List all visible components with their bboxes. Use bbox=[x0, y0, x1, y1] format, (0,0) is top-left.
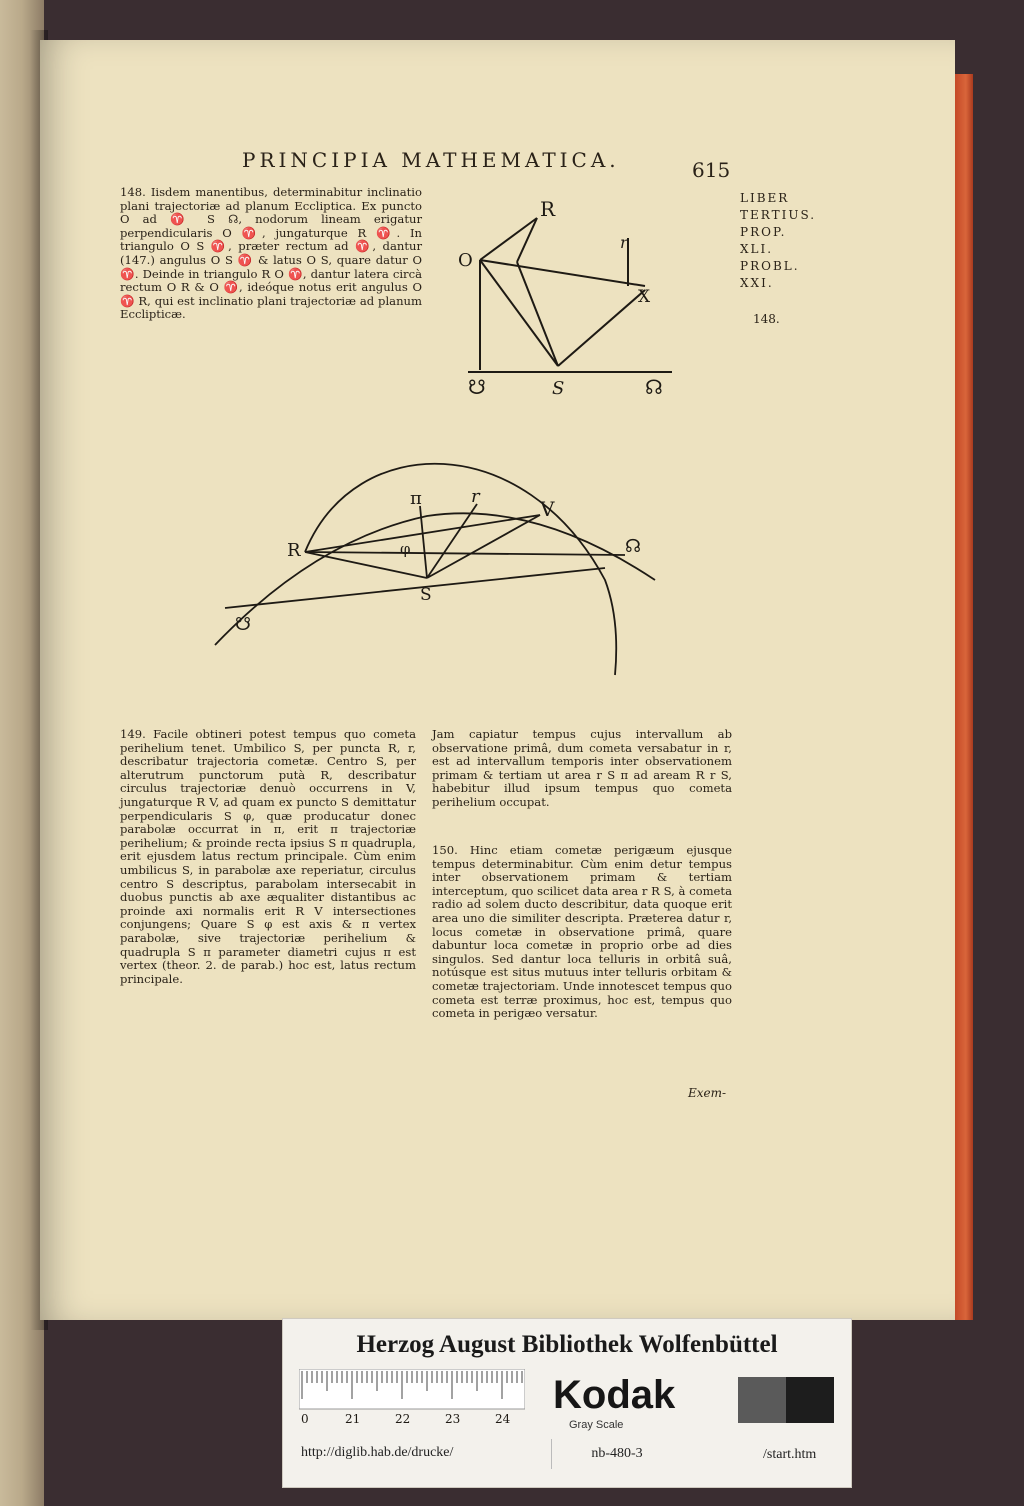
color-target-card bbox=[282, 1318, 852, 1488]
label-V: V bbox=[540, 497, 555, 521]
ruler-label: 24 bbox=[495, 1412, 511, 1426]
label-S: S bbox=[420, 585, 432, 605]
perihelion-figure bbox=[195, 460, 680, 680]
margin-line: XXI. bbox=[740, 276, 774, 290]
label-R: R bbox=[287, 540, 301, 561]
shelfmark-id: nb-480-3 bbox=[551, 1439, 682, 1469]
label-ascending-node: ☋ bbox=[468, 375, 486, 399]
label-r: r bbox=[471, 486, 480, 507]
paragraph-150: 150. Hinc etiam cometæ perigæum ejusque tempus determinabitur. Cùm enim detur tempus inter observationem primam & tertiam interceptum, quo scilicet data area r R S, à cometa radio ad solem ducto describitur, data quoque erit area uno die similiter descripta. Præterea datur r, locus cometæ in observatione primâ, quare dabuntur loca cometæ in proprio orbe ad dies singulos. Sed dantur loca telluris in orbitâ suâ, notúsque est situs mutuus inter telluris orbitam & cometæ trajectoriam. Unde innotescet tempus quo cometa est terræ proximus, hoc est, tempus quo cometa in perigæo versatur. bbox=[432, 843, 732, 1021]
ruler-label: 21 bbox=[345, 1412, 361, 1426]
label-X: X bbox=[638, 287, 651, 307]
margin-line: PROP. bbox=[740, 225, 787, 239]
line-R-node bbox=[305, 552, 625, 555]
label-O: O bbox=[458, 250, 473, 271]
paragraph-149: 149. Facile obtineri potest tempus quo cometa perihelium tenet. Umbilico S, per puncta R, r, describatur trajectoria cometæ. Centro S, per alterutrum punctorum putà R, describatur circulus trajectoriæ denuò occurrens in V, jungaturque R V, ad quam ex puncto S demittatur perpendicularis S φ, quæ producatur donec parabolæ occurrat in π, erit π trajectoriæ perihelium; & proinde recta ipsius S π quadrupla, erit ejusdem latus rectum principale. Cùm enim umbilicus S, in parabolæ axe reperiatur, circulus centro S descriptus, parabolam intersecabit in duobus punctis ab axe æqualiter distantibus ac proinde axi normalis erit R V intersectiones conjungens; Quare S φ est axis & π vertex parabolæ, sive trajectoriæ perihelium & quadrupla S π parameter diametri cujus π est vertex (theor. 2. de parab.) hoc est, latus rectum principale. bbox=[120, 727, 416, 986]
line-S-X bbox=[558, 290, 645, 366]
paragraph-148: 148. Iisdem manentibus, determinabitur inclinatio plani trajectoriæ ad planum Eccliptica. Ex puncto O ad ♈ S ☊, nodorum lineam erigatur perpendicularis O ♈, jungaturque R ♈. In triangulo O S ♈, præter rectum ad ♈, dantur (147.) angulus O S ♈ & latus O S, quare datur O ♈. Deinde in triangulo R O ♈, dantur latera circà rectum O R & O ♈, ideóque notus erit angulus O ♈ R, qui est inclinatio plani trajectoriæ ad planum Ecclipticæ. bbox=[120, 185, 422, 322]
ruler-label: 0 bbox=[301, 1412, 309, 1426]
page-number: 615 bbox=[692, 158, 731, 182]
running-head: PRINCIPIA MATHEMATICA. bbox=[242, 148, 620, 172]
ruler-label: 22 bbox=[395, 1412, 411, 1426]
label-descending-node: ☊ bbox=[645, 375, 663, 399]
library-title: Herzog August Bibliothek Wolfenbüttel bbox=[356, 1331, 778, 1358]
margin-line: LIBER bbox=[740, 191, 790, 205]
margin-line: PROBL. bbox=[740, 259, 800, 273]
kodak-logo: Kodak bbox=[553, 1373, 676, 1417]
label-r: r bbox=[620, 233, 628, 252]
gray-scale-label: Gray Scale bbox=[569, 1419, 624, 1431]
margin-line: XLI. bbox=[740, 242, 774, 256]
url-start: /start.htm bbox=[763, 1447, 817, 1462]
label-pi: π bbox=[410, 488, 422, 509]
margin-section-number: 148. bbox=[753, 312, 780, 326]
label-node-left: ☋ bbox=[235, 614, 251, 635]
gray-patch bbox=[738, 1377, 786, 1423]
red-page-edge bbox=[955, 74, 973, 1320]
label-R: R bbox=[540, 197, 556, 221]
label-phi: φ bbox=[400, 540, 411, 558]
parabola bbox=[215, 513, 655, 645]
line-O-X bbox=[480, 260, 645, 286]
ruler-label: 23 bbox=[445, 1412, 461, 1426]
url-base: http://diglib.hab.de/drucke/ bbox=[301, 1445, 454, 1460]
line-foot-S bbox=[517, 262, 558, 366]
paragraph-149-continued: Jam capiatur tempus cujus intervallum ab observatione primâ, dum cometa versabatur in r, est ad intervallum temporis inter observationem primam & tertiam ut area r S π ad aream R r S, habebitur illud ipsum tempus quo cometa perihelium occupat. bbox=[432, 727, 732, 809]
line-O-S bbox=[480, 260, 558, 366]
label-node-right: ☊ bbox=[625, 536, 641, 557]
node-line bbox=[225, 568, 605, 608]
circle-arc bbox=[305, 464, 616, 675]
black-patch bbox=[786, 1377, 834, 1423]
ruler bbox=[299, 1369, 525, 1427]
inclination-figure bbox=[440, 190, 700, 400]
catchword: Exem- bbox=[688, 1086, 727, 1100]
margin-note bbox=[740, 190, 820, 292]
label-S: S bbox=[552, 378, 565, 399]
margin-line: TERTIUS. bbox=[740, 208, 817, 222]
